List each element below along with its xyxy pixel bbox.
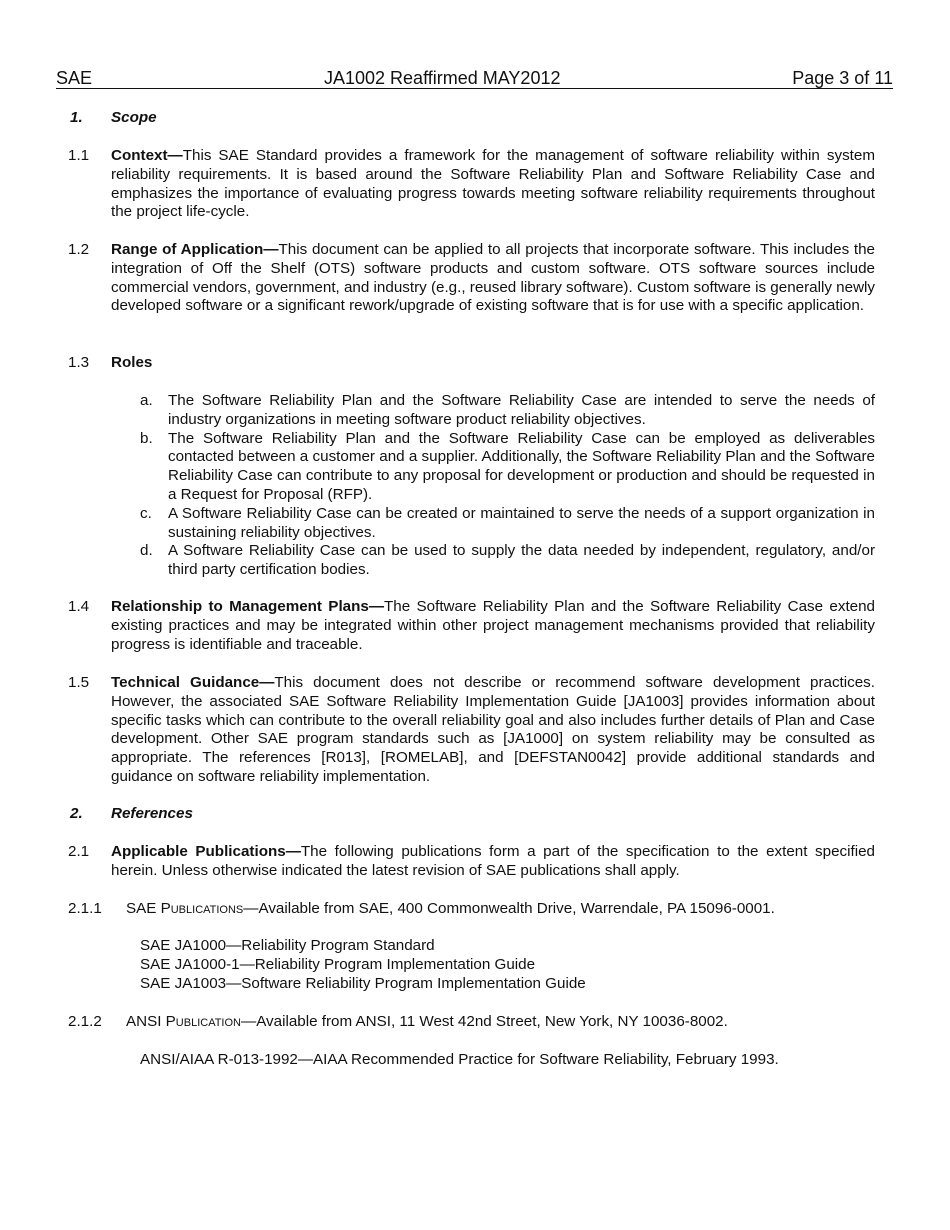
list-item <box>140 430 875 505</box>
section-title: References <box>111 805 193 822</box>
list-text: The Software Reliability Plan and the Software Reliability Case can be employed as deliverables contacted between a customer and a supplier. Additionally, the Software Reliability Plan and the Software Reliability Case can contribute to any proposal for development or production and should be requested in a Request for Proposal (RFP). <box>168 429 875 503</box>
section-text: This SAE Standard provides a framework for the management of software reliability within system reliability requirements. It is based around the Software Reliability Plan and Software Reliability Case and emphasizes the importance of evaluating progress towards meeting software reliability requirements throughout the project life-cycle. <box>111 147 875 221</box>
section-2-1-body <box>111 843 875 881</box>
page-header <box>56 67 893 89</box>
publication-item: SAE JA1003—Software Reliability Program Implementation Guide <box>140 974 586 992</box>
section-title: Range of Application— <box>111 241 279 258</box>
list-text: A Software Reliability Case can be used to supply the data needed by independent, regulatory, and/or third party certification bodies. <box>168 542 875 579</box>
publication-item: ANSI/AIAA R-013-1992—AIAA Recommended Practice for Software Reliability, February 1993. <box>140 1051 779 1068</box>
section-number: 2.1.2 <box>68 1013 102 1030</box>
section-1-2-body <box>111 241 875 316</box>
list-marker: a. <box>140 392 153 409</box>
section-text: The following publications form a part of the specification to the extent specified herein. Unless otherwise indicated the latest revision of SAE publications shall apply. <box>111 843 875 879</box>
section-text: This document can be applied to all projects that incorporate software. This includes the integration of Off the Shelf (OTS) software products and custom software. OTS software sources include commercial vendors, government, and industry (e.g., reused library software). Custom software is generally newly developed software or a significant rework/upgrade of existing software that is for use with a specific application. <box>111 241 876 315</box>
list-marker: c. <box>140 504 152 522</box>
list-marker: d. <box>140 542 153 560</box>
roles-list <box>140 392 875 580</box>
section-text: —Available from ANSI, 11 West 42nd Street, New York, NY 10036-8002. <box>241 1013 728 1030</box>
list-item <box>140 392 875 430</box>
list-text: A Software Reliability Case can be created or maintained to serve the needs of a support organization in sustaining reliability objectives. <box>168 504 875 541</box>
list-item <box>140 542 875 580</box>
section-1-1-body <box>111 147 875 222</box>
section-number: 2.1 <box>68 843 90 860</box>
header-doc-id: JA1002 Reaffirmed MAY2012 <box>324 68 561 88</box>
list-text: The Software Reliability Plan and the Software Reliability Case are intended to serve the needs of industry organizations in meeting software product reliability objectives. <box>168 392 875 428</box>
section-number: 2.1.1 <box>68 900 102 917</box>
section-label: SAE Publications <box>126 900 244 917</box>
section-title: Relationship to Management Plans— <box>111 598 385 615</box>
section-number: 1.3 <box>68 354 90 371</box>
section-number: 2. <box>70 805 83 822</box>
section-number: 1.2 <box>68 241 90 258</box>
publication-item: SAE JA1000—Reliability Program Standard <box>140 937 435 954</box>
sae-publication-list <box>140 937 586 993</box>
publication-item: SAE JA1000-1—Reliability Program Implementation Guide <box>140 955 536 973</box>
section-number: 1.5 <box>68 674 90 691</box>
section-number: 1. <box>70 109 83 126</box>
section-title: Applicable Publications— <box>111 843 301 860</box>
section-1-4-body <box>111 598 875 654</box>
list-item <box>140 505 875 543</box>
section-title: Technical Guidance— <box>111 674 275 691</box>
section-text: The Software Reliability Plan and the Software Reliability Case extend existing practices and may be integrated within other project management mechanisms provided that reliability progress is identifiable and traceable. <box>111 598 876 653</box>
section-title: Scope <box>111 109 157 126</box>
header-page-number: Page 3 of 11 <box>792 68 893 88</box>
section-number: 1.1 <box>68 147 90 164</box>
section-number: 1.4 <box>68 598 90 615</box>
section-text: This document does not describe or recommend software development practices. However, the associated SAE Software Reliability Implementation Guide [JA1003] provides information about specific tasks which can contribute to the overall reliability goal and also includes further details of Plan and Case development. Other SAE program standards such as [JA1000] on system reliability may be consulted as appropriate. The references [R013], [ROMELAB], and [DEFSTAN0042] provide additional standards and guidance on software reliability implementation. <box>111 674 875 785</box>
section-1-5-body <box>111 674 875 787</box>
list-marker: b. <box>140 429 153 447</box>
section-title: Roles <box>111 354 153 371</box>
section-text: —Available from SAE, 400 Commonwealth Drive, Warrendale, PA 15096-0001. <box>243 900 775 917</box>
section-title: Context— <box>111 147 183 164</box>
section-label: ANSI Publication <box>126 1013 241 1030</box>
ansi-publication-list <box>140 1051 779 1070</box>
header-org: SAE <box>56 68 93 88</box>
